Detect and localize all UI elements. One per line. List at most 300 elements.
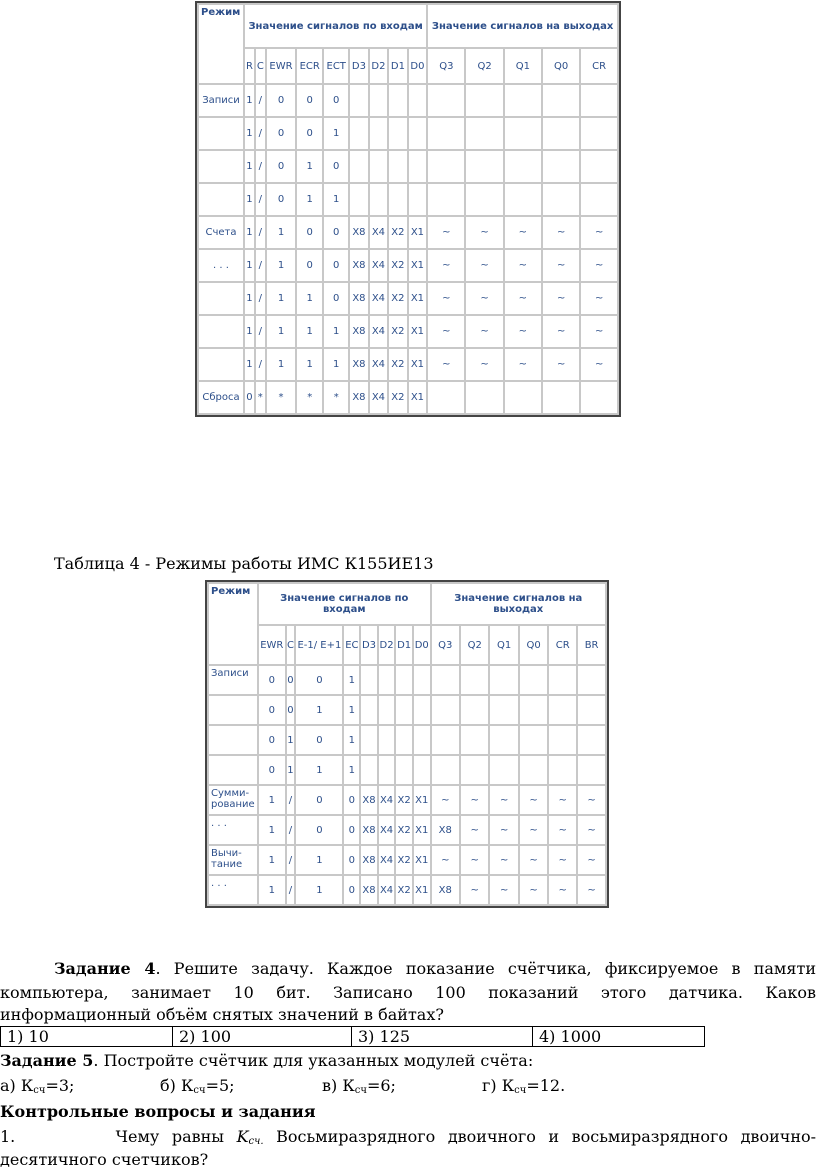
table-cell xyxy=(395,665,413,695)
table-cell: 1 xyxy=(244,249,255,282)
row-mode-label xyxy=(198,282,244,315)
table-cell xyxy=(413,695,431,725)
table-row xyxy=(198,249,618,282)
table-cell xyxy=(369,84,388,117)
table-cell: ~ xyxy=(548,785,577,815)
table-cell xyxy=(431,695,460,725)
table-cell: X8 xyxy=(360,875,378,905)
column-header: Q1 xyxy=(504,48,542,84)
table-row xyxy=(198,117,618,150)
table-cell xyxy=(504,183,542,216)
task5-option-d: г) $К_{сч}=12$. xyxy=(482,1076,566,1096)
table-cell: ~ xyxy=(580,216,618,249)
table-row xyxy=(198,315,618,348)
table-cell xyxy=(378,725,396,755)
table-cell xyxy=(580,84,618,117)
table-cell: ~ xyxy=(519,845,548,875)
table-cell: X1 xyxy=(408,381,428,414)
table-cell: / xyxy=(255,282,266,315)
column-header: CR xyxy=(580,48,618,84)
table-cell: 0 xyxy=(296,117,323,150)
table-cell: 1 xyxy=(296,315,323,348)
table-cell: ~ xyxy=(542,282,580,315)
table-cell xyxy=(431,725,460,755)
row-mode-label: Записи xyxy=(208,665,258,695)
table-cell: ~ xyxy=(577,875,606,905)
table-cell xyxy=(408,183,428,216)
table-cell xyxy=(349,183,368,216)
table-cell xyxy=(542,150,580,183)
table-cell xyxy=(460,695,489,725)
answer-option-2[interactable]: 2) 100 xyxy=(173,1027,352,1047)
table-cell: ~ xyxy=(465,216,503,249)
row-mode-label xyxy=(198,348,244,381)
table-cell xyxy=(349,150,368,183)
table-cell: X4 xyxy=(369,381,388,414)
table-cell: 1 xyxy=(244,282,255,315)
column-header: Q3 xyxy=(427,48,465,84)
row-mode-label xyxy=(198,183,244,216)
table-cell: 1 xyxy=(296,150,323,183)
table-cell: X2 xyxy=(388,315,407,348)
table-cell xyxy=(427,381,465,414)
header-mode: Режим xyxy=(198,4,244,84)
table-row xyxy=(208,695,606,725)
task5-option-c: в) $К_{сч}=6$; xyxy=(322,1076,396,1096)
control-question-1-line2: десятичного счетчиков? xyxy=(0,1150,209,1169)
table-cell: ~ xyxy=(427,282,465,315)
row-mode-label xyxy=(198,315,244,348)
table-k155ie13-modes xyxy=(207,582,607,906)
table-cell xyxy=(360,725,378,755)
row-mode-label: . . . xyxy=(208,875,258,905)
table-cell xyxy=(519,695,548,725)
row-mode-label xyxy=(208,725,258,755)
table-cell: 1 xyxy=(295,875,343,905)
table-cell xyxy=(388,117,407,150)
table-cell: / xyxy=(255,348,266,381)
table-row xyxy=(198,183,618,216)
column-header: EWR xyxy=(266,48,297,84)
table-cell xyxy=(408,84,428,117)
table-cell: 1 xyxy=(343,755,360,785)
table-cell xyxy=(548,665,577,695)
table-cell: ~ xyxy=(580,249,618,282)
table-cell: / xyxy=(286,785,296,815)
table-cell xyxy=(378,755,396,785)
table-cell: / xyxy=(286,815,296,845)
column-header-row xyxy=(208,625,606,665)
header-inputs: Значение сигналов по входам xyxy=(258,583,431,625)
column-header: BR xyxy=(577,625,606,665)
header-mode: Режим xyxy=(208,583,258,665)
row-mode-label xyxy=(198,150,244,183)
answer-option-3[interactable]: 3) 125 xyxy=(352,1027,533,1047)
table-cell: X8 xyxy=(360,815,378,845)
task4-line2: компьютера, занимает 10 бит. Записано 100 показаний этого датчика. Каков xyxy=(0,983,816,1002)
table-cell xyxy=(577,755,606,785)
table-cell: X1 xyxy=(408,282,428,315)
table-cell: ~ xyxy=(465,249,503,282)
table-cell xyxy=(369,183,388,216)
row-mode-label: Сброса xyxy=(198,381,244,414)
table-cell: * xyxy=(323,381,349,414)
table-cell: 1 xyxy=(244,150,255,183)
table-row xyxy=(208,665,606,695)
table-cell: X8 xyxy=(349,315,368,348)
header-inputs: Значение сигналов по входам xyxy=(244,4,427,48)
table-cell: ~ xyxy=(580,348,618,381)
task5-option-b: б) $К_{сч}=5$; xyxy=(160,1076,235,1096)
table-row xyxy=(198,150,618,183)
table-cell: 0 xyxy=(266,117,297,150)
table-cell xyxy=(349,84,368,117)
table-cell: * xyxy=(266,381,297,414)
table-cell: X8 xyxy=(431,875,460,905)
table-cell: 0 xyxy=(286,665,296,695)
table-cell: ~ xyxy=(580,282,618,315)
table-cell xyxy=(465,117,503,150)
table-cell xyxy=(369,150,388,183)
table-row xyxy=(208,755,606,785)
table-cell: 1 xyxy=(258,875,286,905)
header-outputs: Значение сигналов на выходах xyxy=(431,583,606,625)
table-cell: 1 xyxy=(323,348,349,381)
table-cell: ~ xyxy=(504,249,542,282)
table-cell: 0 xyxy=(295,665,343,695)
row-mode-label: Вычи-тание xyxy=(208,845,258,875)
table-cell: ~ xyxy=(504,348,542,381)
table-cell: / xyxy=(255,216,266,249)
table-cell: 1 xyxy=(244,117,255,150)
table-cell: X4 xyxy=(369,315,388,348)
task4-answer-options xyxy=(0,1026,705,1047)
table-cell: 0 xyxy=(266,150,297,183)
table-cell: 0 xyxy=(323,282,349,315)
table-cell: X8 xyxy=(349,249,368,282)
table-cell: X1 xyxy=(413,845,431,875)
table-cell: ~ xyxy=(519,875,548,905)
table-cell: 1 xyxy=(258,815,286,845)
table-cell: X2 xyxy=(395,845,413,875)
table-cell xyxy=(360,695,378,725)
table-cell: 1 xyxy=(266,315,297,348)
column-header: D1 xyxy=(395,625,413,665)
table-cell: / xyxy=(255,117,266,150)
table-cell: 0 xyxy=(296,249,323,282)
table-row xyxy=(208,725,606,755)
table-cell xyxy=(460,725,489,755)
table-cell: 0 xyxy=(244,381,255,414)
table-cell: X1 xyxy=(413,815,431,845)
table-cell: ~ xyxy=(519,815,548,845)
table-cell xyxy=(465,84,503,117)
table-cell: 1 xyxy=(295,755,343,785)
table-cell: 1 xyxy=(244,216,255,249)
table-cell xyxy=(378,665,396,695)
table-cell: 1 xyxy=(295,845,343,875)
table-cell xyxy=(431,755,460,785)
table-row xyxy=(198,84,618,117)
table-cell xyxy=(580,117,618,150)
table-cell: / xyxy=(255,249,266,282)
table-cell: X1 xyxy=(408,216,428,249)
task4-line1: Задание 4. Решите задачу. Каждое показание счётчика, фиксируемое в памяти xyxy=(54,959,816,978)
table-cell xyxy=(548,695,577,725)
table-cell: 0 xyxy=(258,725,286,755)
table-cell: / xyxy=(255,84,266,117)
task5-heading: Задание 5. Постройте счётчик для указанных модулей счёта: xyxy=(0,1051,534,1070)
column-header: ECT xyxy=(323,48,349,84)
table-cell xyxy=(504,150,542,183)
table-cell: 1 xyxy=(286,725,296,755)
table-cell: 0 xyxy=(295,785,343,815)
table-row xyxy=(198,381,618,414)
table-cell: ~ xyxy=(431,785,460,815)
table-cell: X4 xyxy=(369,282,388,315)
table-cell: 1 xyxy=(296,282,323,315)
table-cell xyxy=(395,755,413,785)
table-cell: 0 xyxy=(258,665,286,695)
table-cell: ~ xyxy=(427,315,465,348)
table-cell xyxy=(388,150,407,183)
table-cell: ~ xyxy=(548,875,577,905)
row-mode-label: Счета xyxy=(198,216,244,249)
table-cell: 1 xyxy=(343,695,360,725)
table-cell: ~ xyxy=(542,348,580,381)
column-header: R xyxy=(244,48,255,84)
table-cell xyxy=(395,725,413,755)
table-cell xyxy=(427,150,465,183)
table-cell: ~ xyxy=(489,845,518,875)
table-cell: ~ xyxy=(580,315,618,348)
table-cell: 1 xyxy=(266,216,297,249)
table-row xyxy=(208,785,606,815)
row-mode-label xyxy=(208,755,258,785)
table-cell: X8 xyxy=(360,785,378,815)
column-header: Q3 xyxy=(431,625,460,665)
table-cell: 0 xyxy=(343,785,360,815)
table-cell xyxy=(577,695,606,725)
table-cell: / xyxy=(286,845,296,875)
table-cell: ~ xyxy=(577,815,606,845)
table-cell xyxy=(542,84,580,117)
table-cell: ~ xyxy=(504,282,542,315)
table-cell xyxy=(542,117,580,150)
table-cell: 1 xyxy=(296,183,323,216)
table-cell: ~ xyxy=(427,249,465,282)
table-cell xyxy=(577,665,606,695)
table-cell xyxy=(427,183,465,216)
column-header: D3 xyxy=(349,48,368,84)
table-cell: ~ xyxy=(577,785,606,815)
table-cell: ~ xyxy=(431,845,460,875)
column-header: C xyxy=(255,48,266,84)
column-header: EC xyxy=(343,625,360,665)
task4-title: Задание 4 xyxy=(54,959,156,978)
table-cell xyxy=(489,695,518,725)
table-cell xyxy=(580,150,618,183)
table-cell: ~ xyxy=(504,315,542,348)
row-mode-label xyxy=(198,117,244,150)
table-cell: X2 xyxy=(388,282,407,315)
table-cell: X2 xyxy=(395,815,413,845)
header-row xyxy=(208,583,606,625)
table-cell: 1 xyxy=(266,282,297,315)
table-cell xyxy=(504,381,542,414)
table-cell: 1 xyxy=(244,348,255,381)
header-row xyxy=(198,4,618,48)
table-k155ie7-modes xyxy=(197,3,619,415)
table-cell: 1 xyxy=(323,183,349,216)
table-cell: ~ xyxy=(460,815,489,845)
table-cell xyxy=(489,755,518,785)
table-cell: X1 xyxy=(408,249,428,282)
table-cell: 1 xyxy=(323,315,349,348)
row-mode-label xyxy=(208,695,258,725)
table-cell: X8 xyxy=(360,845,378,875)
table-cell: X4 xyxy=(369,216,388,249)
table-cell xyxy=(489,725,518,755)
table-cell xyxy=(413,725,431,755)
table-cell: X4 xyxy=(369,249,388,282)
table-cell: X2 xyxy=(388,249,407,282)
table-cell: X4 xyxy=(378,875,396,905)
table-cell: X4 xyxy=(369,348,388,381)
table-cell: X2 xyxy=(388,216,407,249)
table-cell: 0 xyxy=(323,84,349,117)
table-cell xyxy=(408,117,428,150)
table-cell: 1 xyxy=(323,117,349,150)
column-header-row xyxy=(198,48,618,84)
column-header: ECR xyxy=(296,48,323,84)
table-row xyxy=(208,845,606,875)
table-cell xyxy=(349,117,368,150)
table-cell xyxy=(460,755,489,785)
table-cell xyxy=(369,117,388,150)
table-cell: 0 xyxy=(266,183,297,216)
table-cell: ~ xyxy=(542,249,580,282)
table-cell: X1 xyxy=(408,315,428,348)
table-cell xyxy=(519,755,548,785)
table-cell: / xyxy=(255,150,266,183)
table-cell: ~ xyxy=(465,282,503,315)
table-cell: X2 xyxy=(388,348,407,381)
table-cell: 0 xyxy=(343,815,360,845)
column-header: D2 xyxy=(378,625,396,665)
column-header: Q1 xyxy=(489,625,518,665)
table-cell: / xyxy=(255,315,266,348)
table-cell: 0 xyxy=(295,725,343,755)
table-cell xyxy=(504,117,542,150)
table-cell xyxy=(580,183,618,216)
table-cell xyxy=(408,150,428,183)
task4-line3: информационный объём снятых значений в байтах? xyxy=(0,1005,444,1024)
table-cell: ~ xyxy=(465,315,503,348)
table-cell xyxy=(548,725,577,755)
table-cell: 1 xyxy=(258,785,286,815)
table-cell: / xyxy=(255,183,266,216)
table-cell: ~ xyxy=(465,348,503,381)
table-cell: X2 xyxy=(395,785,413,815)
table-cell: 1 xyxy=(244,315,255,348)
column-header: C xyxy=(286,625,296,665)
column-header: EWR xyxy=(258,625,286,665)
table-cell xyxy=(580,381,618,414)
table-cell xyxy=(413,755,431,785)
table-cell xyxy=(465,381,503,414)
answer-option-4[interactable]: 4) 1000 xyxy=(533,1027,705,1047)
table-cell: 0 xyxy=(296,84,323,117)
table-cell: X2 xyxy=(395,875,413,905)
table-cell xyxy=(388,84,407,117)
table-cell xyxy=(360,755,378,785)
table-cell xyxy=(431,665,460,695)
table-cell: 0 xyxy=(295,815,343,845)
control-questions-title: Контрольные вопросы и задания xyxy=(0,1102,316,1121)
table-cell: 1 xyxy=(258,845,286,875)
table-cell: ~ xyxy=(489,875,518,905)
header-outputs: Значение сигналов на выходах xyxy=(427,4,618,48)
table-cell: 0 xyxy=(323,249,349,282)
table-cell: X1 xyxy=(408,348,428,381)
table-cell: 1 xyxy=(266,348,297,381)
table-cell: X8 xyxy=(349,216,368,249)
table-cell xyxy=(360,665,378,695)
column-header: CR xyxy=(548,625,577,665)
table-cell: 0 xyxy=(258,755,286,785)
table-cell: X8 xyxy=(349,282,368,315)
row-mode-label: . . . xyxy=(198,249,244,282)
table-row xyxy=(198,282,618,315)
column-header: D0 xyxy=(413,625,431,665)
table-cell: ~ xyxy=(542,216,580,249)
column-header: Q0 xyxy=(519,625,548,665)
table-cell: ~ xyxy=(504,216,542,249)
table-cell xyxy=(577,725,606,755)
table-cell: 1 xyxy=(343,665,360,695)
table-cell: 1 xyxy=(244,84,255,117)
table-cell xyxy=(427,117,465,150)
table-cell: ~ xyxy=(519,785,548,815)
control-question-1-line1: 1. Чему равны $K_{сч.}$ Восьмиразрядного двоичного и восьмиразрядного двоично- xyxy=(0,1127,816,1147)
table-cell: 1 xyxy=(296,348,323,381)
table-cell: ~ xyxy=(542,315,580,348)
table-cell xyxy=(465,150,503,183)
table-cell: ~ xyxy=(489,785,518,815)
column-header: Q0 xyxy=(542,48,580,84)
row-mode-label: Записи xyxy=(198,84,244,117)
table-cell: 0 xyxy=(296,216,323,249)
task5-option-a: а) $К_{сч}=3$; xyxy=(0,1076,75,1096)
table-cell xyxy=(542,381,580,414)
table-cell: 1 xyxy=(343,725,360,755)
table-cell xyxy=(427,84,465,117)
table-cell xyxy=(413,665,431,695)
column-header: Q2 xyxy=(465,48,503,84)
table-caption: Таблица 4 - Режимы работы ИМС К155ИЕ13 xyxy=(54,554,434,573)
table-cell: X8 xyxy=(349,381,368,414)
table-row xyxy=(198,348,618,381)
table-cell xyxy=(465,183,503,216)
row-mode-label: . . . xyxy=(208,815,258,845)
table-cell xyxy=(388,183,407,216)
table-cell: X4 xyxy=(378,785,396,815)
table-cell: 0 xyxy=(258,695,286,725)
table-cell xyxy=(542,183,580,216)
answer-option-1[interactable]: 1) 10 xyxy=(1,1027,173,1047)
table-cell: * xyxy=(296,381,323,414)
